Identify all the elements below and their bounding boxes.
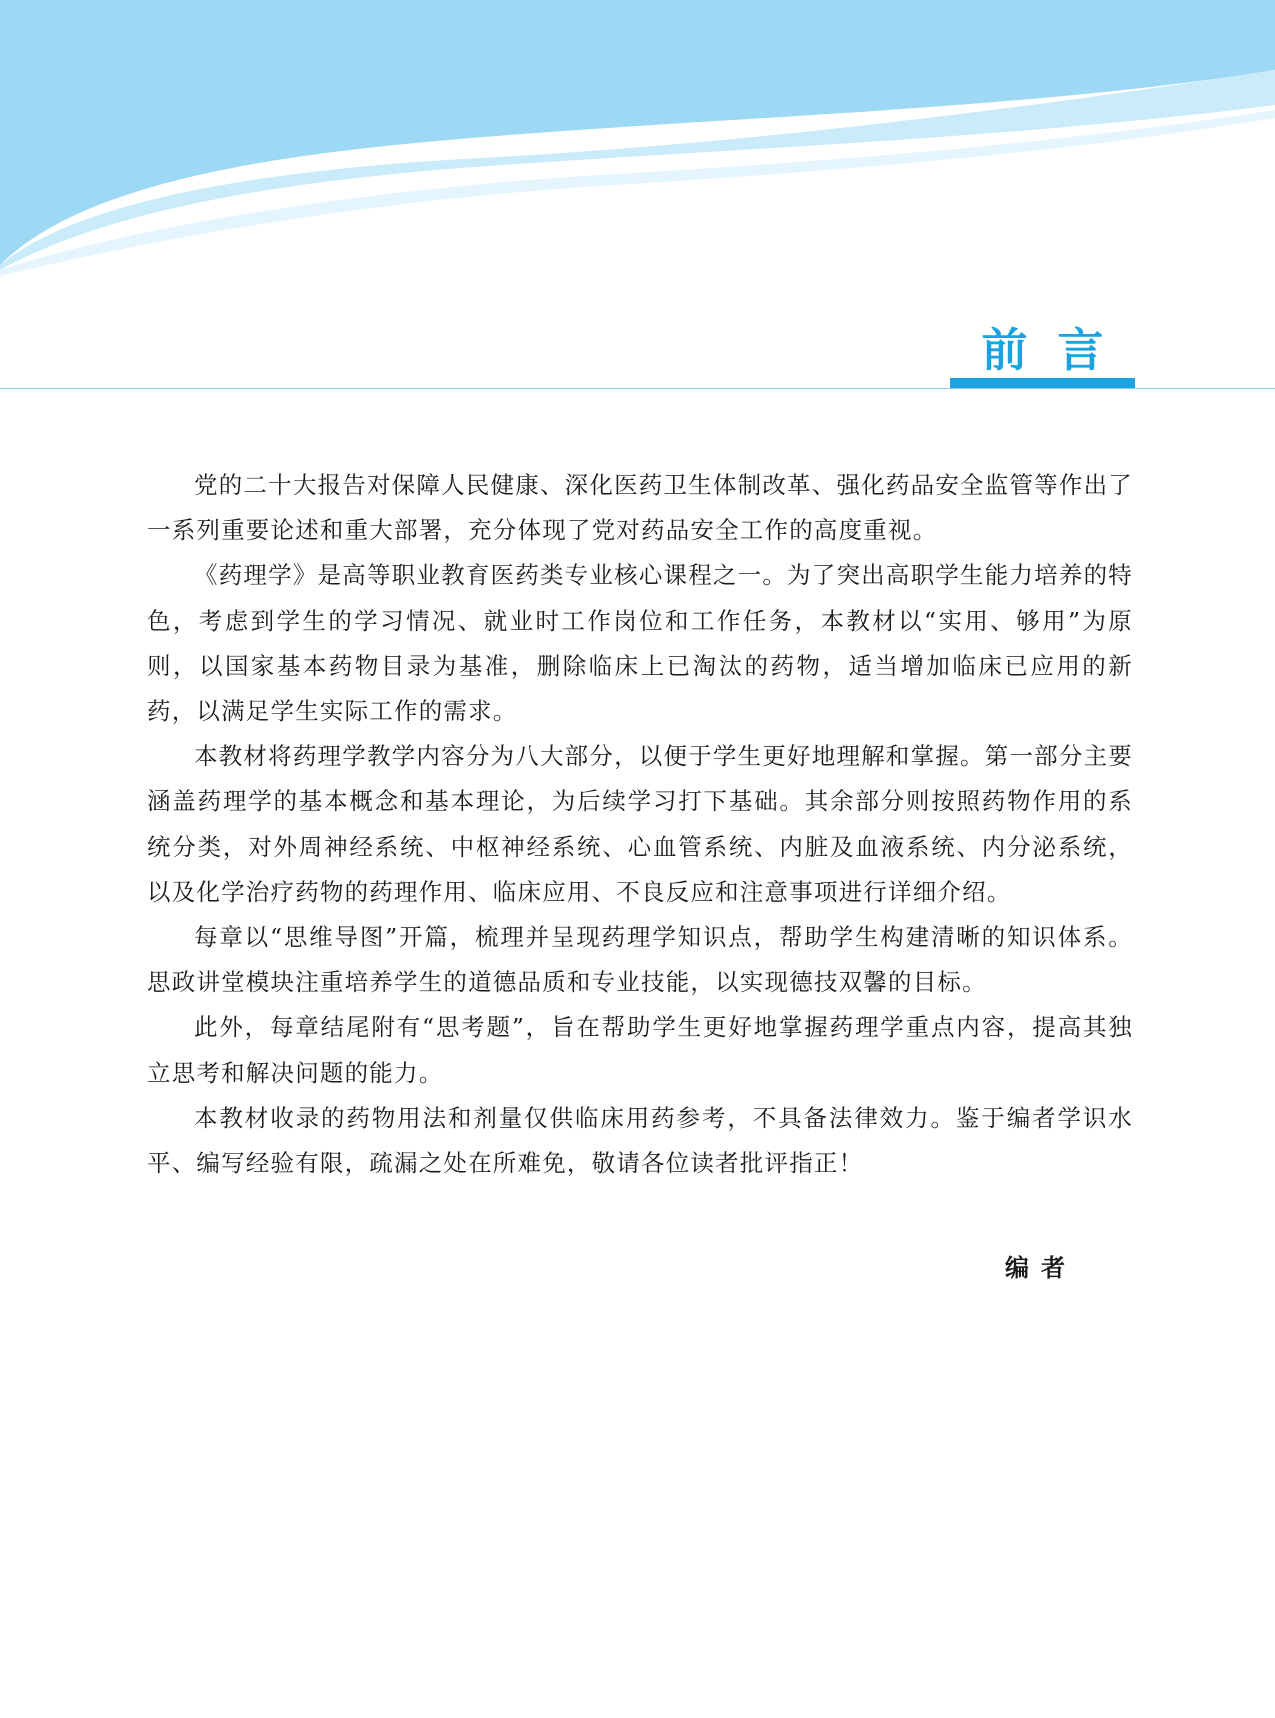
header-wave-decoration (0, 0, 1275, 290)
paragraph: 《药理学》是高等职业教育医药类专业核心课程之一。为了突出高职学生能力培养的特色，考虑到学生的学习情况、就业时工作岗位和工作任务，本教材以“实用、够用”为原则，以国家基本药物目录为基准，删除临床上已淘汰的药物，适当增加临床已应用的新药，以满足学生实际工作的需求。 (147, 561, 1133, 726)
author-signature: 编者 (1005, 1254, 1077, 1282)
title-rule-line (0, 388, 1275, 389)
title-block (950, 322, 1135, 390)
paragraph: 本教材将药理学教学内容分为八大部分，以便于学生更好地理解和掌握。第一部分主要涵盖药理学的基本概念和基本理论，为后续学习打下基础。其余部分则按照药物作用的系统分类，对外周神经系统、中枢神经系统、心血管系统、内脏及血液系统、内分泌系统，以及化学治疗药物的药理作用、临床应用、不良反应和注意事项进行详细介绍。 (147, 742, 1133, 906)
page-title: 前言 (981, 323, 1134, 377)
paragraph: 此外，每章结尾附有“思考题”，旨在帮助学生更好地掌握药理学重点内容，提高其独立思考和解决问题的能力。 (147, 1013, 1133, 1087)
paragraph: 每章以“思维导图”开篇，梳理并呈现药理学知识点，帮助学生构建清晰的知识体系。思政讲堂模块注重培养学生的道德品质和专业技能，以实现德技双馨的目标。 (147, 923, 1133, 997)
paragraph: 本教材收录的药物用法和剂量仅供临床用药参考，不具备法律效力。鉴于编者学识水平、编写经验有限，疏漏之处在所难免，敬请各位读者批评指正！ (147, 1103, 1133, 1178)
paragraph: 党的二十大报告对保障人民健康、深化医药卫生体制改革、强化药品安全监管等作出了一系列重要论述和重大部署，充分体现了党对药品安全工作的高度重视。 (147, 471, 1133, 545)
preface-body (147, 463, 1133, 1186)
